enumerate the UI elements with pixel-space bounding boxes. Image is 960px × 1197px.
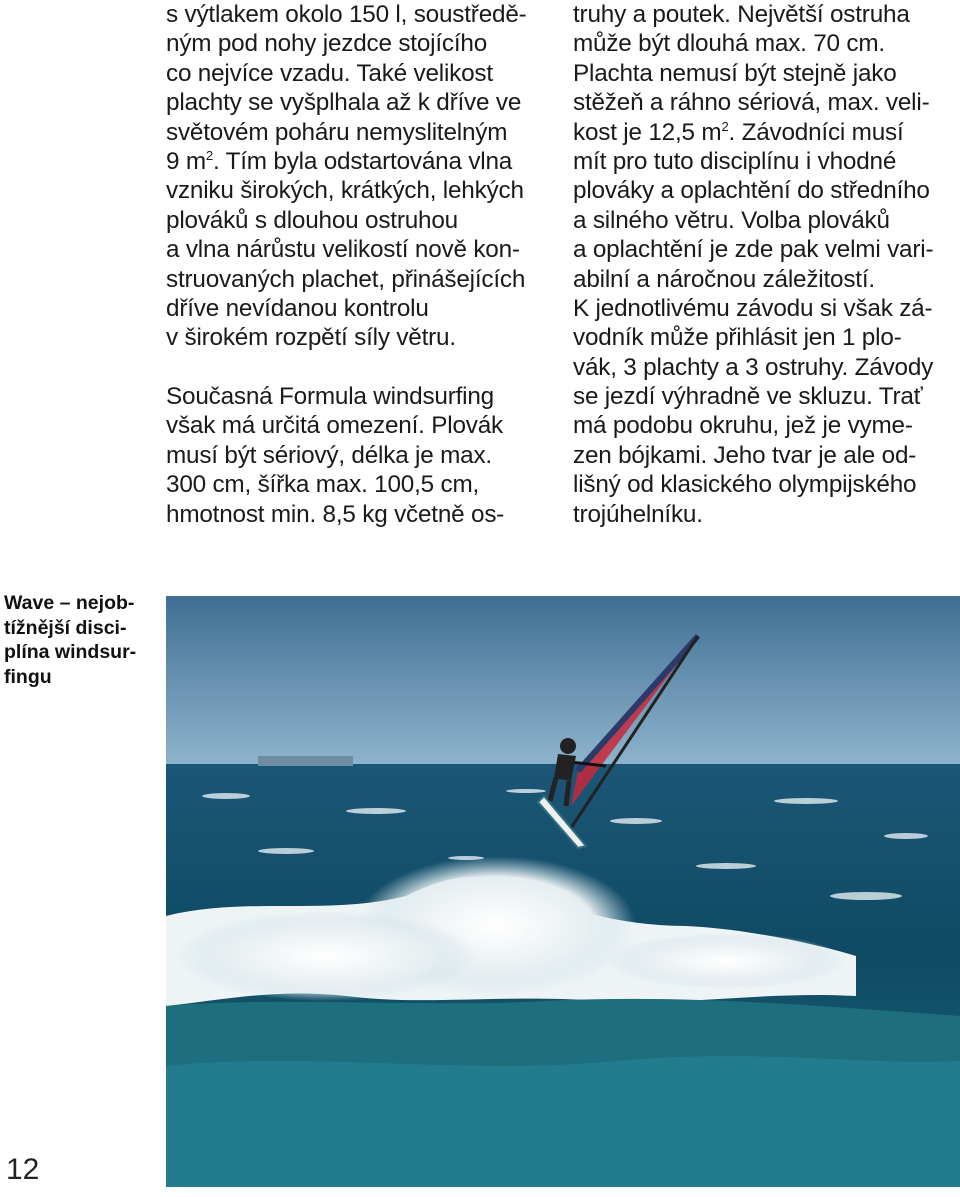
text-fragment: kost je 12,5 m bbox=[573, 118, 722, 146]
caption-line: fingu bbox=[4, 665, 52, 688]
text-line: vzniku širokých, krátkých, lehkých bbox=[166, 177, 524, 205]
text-column-left bbox=[166, 0, 527, 529]
text-line: plachty se vyšplhala až k dříve ve bbox=[166, 89, 522, 117]
text-line: co nejvíce vzadu. Také velikost bbox=[166, 59, 493, 87]
superscript: 2 bbox=[721, 118, 729, 134]
text-line: mít pro tuto disciplínu i vhodné bbox=[573, 147, 897, 175]
text-line: může být dlouhá max. 70 cm. bbox=[573, 30, 885, 58]
windsurfing-wave-photo bbox=[166, 596, 960, 1187]
caption-line: Wave – nejob- bbox=[4, 592, 135, 614]
text-line: ným pod nohy jezdce stojícího bbox=[166, 30, 488, 58]
text-line: 300 cm, šířka max. 100,5 cm, bbox=[166, 471, 480, 499]
text-line: však má určitá omezení. Plovák bbox=[166, 412, 503, 440]
text-line: má podobu okruhu, jež je vyme- bbox=[573, 412, 913, 440]
text-line: v širokém rozpětí síly větru. bbox=[166, 324, 456, 352]
text-line: a silného větru. Volba plováků bbox=[573, 206, 890, 234]
text-line: dříve nevídanou kontrolu bbox=[166, 294, 429, 322]
text-line: abilní a náročnou záležitostí. bbox=[573, 265, 875, 293]
paragraph-gap bbox=[166, 353, 527, 382]
superscript: 2 bbox=[205, 147, 213, 163]
text-line: truhy a poutek. Největší ostruha bbox=[573, 1, 910, 28]
caption-line: plína windsur- bbox=[4, 641, 137, 663]
text-line: hmotnost min. 8,5 kg včetně os- bbox=[166, 500, 505, 528]
text-line: musí být sériový, délka je max. bbox=[166, 441, 492, 469]
text-fragment: . Tím byla odstartována vlna bbox=[212, 147, 513, 175]
text-line: s výtlakem okolo 150 l, soustředě- bbox=[166, 1, 527, 28]
text-line: Plachta nemusí být stejně jako bbox=[573, 59, 897, 87]
text-line: světovém poháru nemyslitelným bbox=[166, 118, 508, 146]
text-line: a vlna nárůstu velikostí nově kon- bbox=[166, 236, 520, 264]
caption-line: tížnější disci- bbox=[4, 616, 127, 639]
text-line: se jezdí výhradně ve skluzu. Trať bbox=[573, 383, 923, 411]
text-line: plováky a oplachtění do středního bbox=[573, 177, 930, 205]
text-column-right bbox=[573, 0, 933, 529]
text-line bbox=[166, 147, 527, 176]
text-line bbox=[573, 118, 933, 147]
text-line: zen bójkami. Jeho tvar je ale od- bbox=[573, 441, 917, 469]
text-line: lišný od klasického olympijského bbox=[573, 471, 917, 499]
photo-caption bbox=[4, 591, 136, 689]
distant-ship bbox=[258, 756, 353, 766]
text-line: struovaných plachet, přinášejících bbox=[166, 265, 526, 293]
lower-swell bbox=[166, 1056, 960, 1187]
text-line: vák, 3 plachty a 3 ostruhy. Závody bbox=[573, 353, 934, 381]
page-number: 12 bbox=[6, 1153, 40, 1186]
text-line: a oplachtění je zde pak velmi vari- bbox=[573, 236, 934, 264]
text-line: plováků s dlouhou ostruhou bbox=[166, 206, 458, 234]
text-line: vodník může přihlásit jen 1 plo- bbox=[573, 324, 902, 352]
text-line: trojúhelníku. bbox=[573, 500, 703, 528]
text-line: stěžeň a ráhno sériová, max. veli- bbox=[573, 89, 930, 117]
text-fragment: . Závodníci musí bbox=[728, 118, 904, 146]
text-line: Současná Formula windsurfing bbox=[166, 383, 494, 411]
text-fragment: 9 m bbox=[166, 147, 206, 175]
text-line: K jednotlivému závodu si však zá- bbox=[573, 294, 933, 322]
